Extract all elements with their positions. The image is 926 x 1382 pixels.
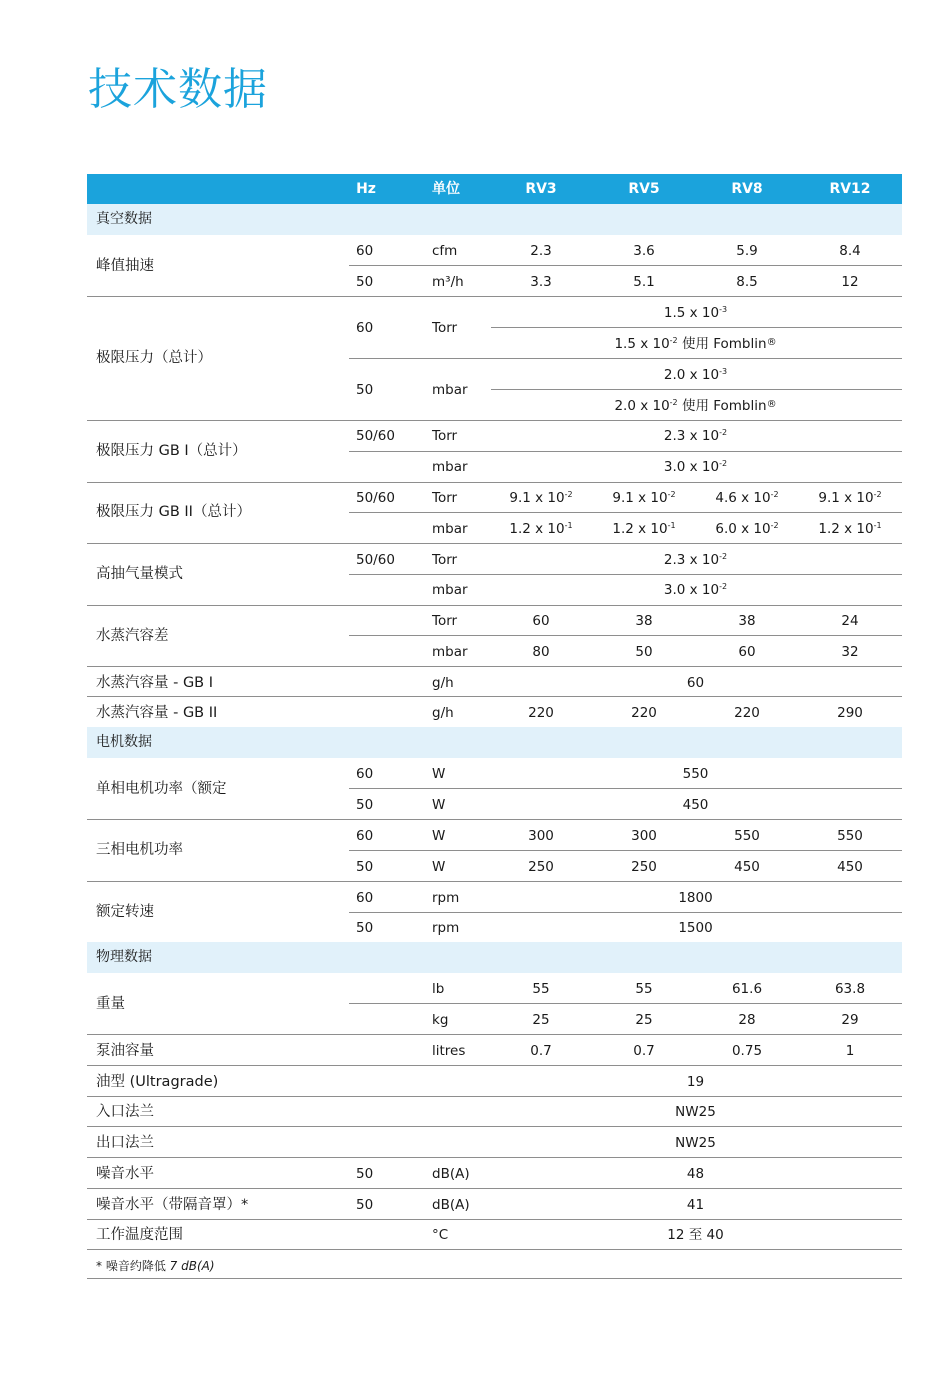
value-cell: 24 bbox=[841, 613, 859, 629]
value-cell: 8.4 bbox=[839, 243, 861, 259]
hz-cell: 50 bbox=[356, 1197, 374, 1213]
value-cell: 48 bbox=[686, 1166, 705, 1182]
value-cell: 1.5 x $10^{-3}$ bbox=[663, 305, 728, 321]
row-label-water-capacity-gb1: 水蒸汽容量 - GB I bbox=[96, 675, 214, 691]
unit-cell: Torr bbox=[432, 490, 458, 506]
hz-cell: 50 bbox=[356, 859, 374, 875]
row-divider bbox=[87, 696, 902, 697]
unit-cell: W bbox=[432, 828, 446, 844]
value-cell: 2.0 x $10^{-3}$ bbox=[663, 367, 728, 383]
value-cell: 450 bbox=[837, 859, 863, 875]
value-cell: NW25 bbox=[675, 1104, 716, 1120]
header-hz: Hz bbox=[356, 181, 376, 197]
row-label-oil-capacity: 泵油容量 bbox=[96, 1043, 154, 1059]
row-divider bbox=[87, 1065, 902, 1066]
unit-cell: dB(A) bbox=[432, 1166, 470, 1182]
row-divider bbox=[349, 451, 902, 452]
unit-cell: rpm bbox=[432, 920, 460, 936]
value-cell: 3.6 bbox=[633, 243, 655, 259]
hz-cell: 60 bbox=[356, 766, 374, 782]
row-divider bbox=[349, 912, 902, 913]
value-cell: 3.0 x $10^{-2}$ bbox=[663, 459, 728, 475]
value-cell: 0.7 bbox=[633, 1043, 655, 1059]
row-label-three-phase-power: 三相电机功率 bbox=[96, 842, 183, 858]
row-divider bbox=[87, 666, 902, 667]
section-vacuum: 真空数据 bbox=[87, 204, 902, 235]
page-title: 技术数据 bbox=[88, 64, 268, 115]
row-divider bbox=[87, 482, 902, 483]
value-cell: 32 bbox=[841, 644, 859, 660]
unit-cell: mbar bbox=[432, 521, 468, 537]
row-divider bbox=[87, 1034, 902, 1035]
header-model-rv5: RV5 bbox=[628, 181, 660, 197]
hz-cell: 60 bbox=[356, 243, 374, 259]
row-divider bbox=[349, 512, 902, 513]
value-cell: 2.3 x $10^{-2}$ bbox=[663, 428, 728, 444]
row-divider bbox=[349, 850, 902, 851]
value-cell: 8.5 bbox=[736, 274, 758, 290]
row-divider bbox=[87, 1219, 902, 1220]
value-cell: 38 bbox=[738, 613, 756, 629]
row-divider bbox=[87, 296, 902, 297]
unit-cell: g/h bbox=[432, 675, 454, 691]
row-divider bbox=[349, 788, 902, 789]
section-physical: 物理数据 bbox=[87, 942, 902, 973]
section-motor: 电机数据 bbox=[87, 727, 902, 758]
value-cell: 9.1 x $10^{-2}$ bbox=[818, 490, 882, 506]
hz-cell: 50/60 bbox=[356, 490, 395, 506]
value-cell: 60 bbox=[686, 675, 705, 691]
value-cell: 29 bbox=[841, 1012, 859, 1028]
value-cell: 250 bbox=[528, 859, 554, 875]
value-cell: 55 bbox=[532, 981, 550, 997]
value-cell: 1 bbox=[845, 1043, 855, 1059]
unit-cell: W bbox=[432, 797, 446, 813]
unit-cell: mbar bbox=[432, 382, 468, 398]
value-cell: 38 bbox=[635, 613, 653, 629]
value-cell: 6.0 x $10^{-2}$ bbox=[715, 521, 779, 537]
row-label-temperature-range: 工作温度范围 bbox=[96, 1227, 183, 1243]
value-cell: 25 bbox=[635, 1012, 653, 1028]
row-divider bbox=[491, 327, 902, 328]
row-label-noise-level: 噪音水平 bbox=[96, 1166, 154, 1182]
unit-cell: dB(A) bbox=[432, 1197, 470, 1213]
row-label-ultimate-pressure-gb1: 极限压力 GB I（总计） bbox=[96, 443, 247, 459]
value-cell: 19 bbox=[686, 1074, 705, 1090]
value-cell: 9.1 x $10^{-2}$ bbox=[612, 490, 676, 506]
header-model-rv12: RV12 bbox=[829, 181, 871, 197]
value-cell: 0.75 bbox=[731, 1043, 763, 1059]
header-model-rv3: RV3 bbox=[525, 181, 557, 197]
registered-mark-icon: ® bbox=[766, 399, 777, 410]
value-cell: 1.5 x $10^{-2}$ 使用 Fomblin® bbox=[614, 336, 777, 352]
value-cell: 290 bbox=[837, 705, 863, 721]
value-cell: 2.3 bbox=[530, 243, 552, 259]
row-label-rated-speed: 额定转速 bbox=[96, 904, 154, 920]
row-divider bbox=[87, 1157, 902, 1158]
hz-cell: 50/60 bbox=[356, 552, 395, 568]
row-label-noise-level-enclosure: 噪音水平（带隔音罩）* bbox=[96, 1197, 249, 1213]
unit-cell: m³/h bbox=[432, 274, 464, 290]
hz-cell: 50 bbox=[356, 920, 374, 936]
row-divider bbox=[349, 265, 902, 266]
hz-cell: 60 bbox=[356, 890, 374, 906]
value-cell: 50 bbox=[635, 644, 653, 660]
row-label-oil-type: 油型 (Ultragrade) bbox=[96, 1074, 219, 1090]
value-cell: 250 bbox=[631, 859, 657, 875]
unit-cell: g/h bbox=[432, 705, 454, 721]
row-divider bbox=[87, 605, 902, 606]
value-cell: NW25 bbox=[675, 1135, 716, 1151]
value-cell: 55 bbox=[635, 981, 653, 997]
value-cell: 550 bbox=[837, 828, 863, 844]
value-cell: 1500 bbox=[678, 920, 713, 936]
hz-cell: 50 bbox=[356, 274, 374, 290]
value-cell: 5.1 bbox=[633, 274, 655, 290]
row-label-water-capacity-gb2: 水蒸汽容量 - GB II bbox=[96, 705, 218, 721]
row-divider bbox=[87, 1096, 902, 1097]
value-cell: 60 bbox=[738, 644, 756, 660]
value-cell: 550 bbox=[734, 828, 760, 844]
row-label-ultimate-pressure-total: 极限压力（总计） bbox=[96, 350, 212, 366]
value-cell: 61.6 bbox=[731, 981, 763, 997]
value-cell: 60 bbox=[532, 613, 550, 629]
value-cell: 80 bbox=[532, 644, 550, 660]
value-cell: 12 至 40 bbox=[667, 1227, 724, 1243]
hz-cell: 50 bbox=[356, 1166, 374, 1182]
value-cell: 2.0 x $10^{-2}$ 使用 Fomblin® bbox=[614, 398, 777, 414]
value-cell: 28 bbox=[738, 1012, 756, 1028]
value-cell: 300 bbox=[631, 828, 657, 844]
row-divider bbox=[87, 543, 902, 544]
unit-cell: Torr bbox=[432, 428, 458, 444]
unit-cell: °C bbox=[432, 1227, 449, 1243]
registered-mark-icon: ® bbox=[766, 337, 777, 348]
unit-cell: Torr bbox=[432, 613, 458, 629]
unit-cell: Torr bbox=[432, 320, 458, 336]
row-divider bbox=[349, 1003, 902, 1004]
value-cell: 1.2 x $10^{-1}$ bbox=[612, 521, 676, 537]
value-cell: 450 bbox=[682, 797, 709, 813]
row-label-high-throughput: 高抽气量模式 bbox=[96, 566, 183, 582]
unit-cell: cfm bbox=[432, 243, 458, 259]
row-label-weight: 重量 bbox=[96, 996, 125, 1012]
value-cell: 41 bbox=[686, 1197, 705, 1213]
unit-cell: mbar bbox=[432, 582, 468, 598]
hz-cell: 60 bbox=[356, 320, 374, 336]
hz-cell: 50/60 bbox=[356, 428, 395, 444]
row-label-outlet-flange: 出口法兰 bbox=[96, 1135, 154, 1151]
table-bottom-border bbox=[87, 1278, 902, 1279]
value-cell: 12 bbox=[841, 274, 859, 290]
value-cell: 2.3 x $10^{-2}$ bbox=[663, 552, 728, 568]
unit-cell: mbar bbox=[432, 644, 468, 660]
value-cell: 1800 bbox=[678, 890, 713, 906]
row-divider bbox=[349, 574, 902, 575]
row-divider bbox=[87, 1188, 902, 1189]
value-cell: 220 bbox=[528, 705, 554, 721]
row-label-water-vapour-tolerance: 水蒸汽容差 bbox=[96, 628, 169, 644]
unit-cell: kg bbox=[432, 1012, 449, 1028]
value-cell: 25 bbox=[532, 1012, 550, 1028]
hz-cell: 60 bbox=[356, 828, 374, 844]
value-cell: 450 bbox=[734, 859, 760, 875]
unit-cell: rpm bbox=[432, 890, 460, 906]
row-divider bbox=[491, 389, 902, 390]
row-divider bbox=[349, 358, 902, 359]
hz-cell: 50 bbox=[356, 382, 374, 398]
value-cell: 220 bbox=[631, 705, 657, 721]
row-label-inlet-flange: 入口法兰 bbox=[96, 1104, 154, 1120]
row-label-peak-speed: 峰值抽速 bbox=[96, 258, 154, 274]
row-divider bbox=[87, 819, 902, 820]
hz-cell: 50 bbox=[356, 797, 374, 813]
value-cell: 0.7 bbox=[530, 1043, 552, 1059]
value-cell: 1.2 x $10^{-1}$ bbox=[818, 521, 882, 537]
row-label-single-phase-power: 单相电机功率（额定 bbox=[96, 781, 227, 797]
header-model-rv8: RV8 bbox=[731, 181, 763, 197]
header-unit: 单位 bbox=[432, 181, 460, 197]
value-cell: 550 bbox=[682, 766, 709, 782]
value-cell: 9.1 x $10^{-2}$ bbox=[509, 490, 573, 506]
unit-cell: W bbox=[432, 859, 446, 875]
row-divider bbox=[87, 420, 902, 421]
row-label-ultimate-pressure-gb2: 极限压力 GB II（总计） bbox=[96, 504, 251, 520]
value-cell: 300 bbox=[528, 828, 554, 844]
value-cell: 63.8 bbox=[834, 981, 866, 997]
row-divider bbox=[349, 635, 902, 636]
row-divider bbox=[87, 881, 902, 882]
unit-cell: Torr bbox=[432, 552, 458, 568]
value-cell: 4.6 x $10^{-2}$ bbox=[715, 490, 779, 506]
value-cell: 5.9 bbox=[736, 243, 758, 259]
footnote: * 噪音约降低 7 dB(A) bbox=[96, 1259, 215, 1273]
unit-cell: W bbox=[432, 766, 446, 782]
table-header bbox=[87, 174, 902, 204]
value-cell: 3.0 x $10^{-2}$ bbox=[663, 582, 728, 598]
value-cell: 3.3 bbox=[530, 274, 552, 290]
unit-cell: litres bbox=[432, 1043, 466, 1059]
row-divider bbox=[87, 1126, 902, 1127]
row-divider bbox=[87, 1249, 902, 1250]
unit-cell: mbar bbox=[432, 459, 468, 475]
unit-cell: lb bbox=[432, 981, 445, 997]
value-cell: 1.2 x $10^{-1}$ bbox=[509, 521, 573, 537]
value-cell: 220 bbox=[734, 705, 760, 721]
